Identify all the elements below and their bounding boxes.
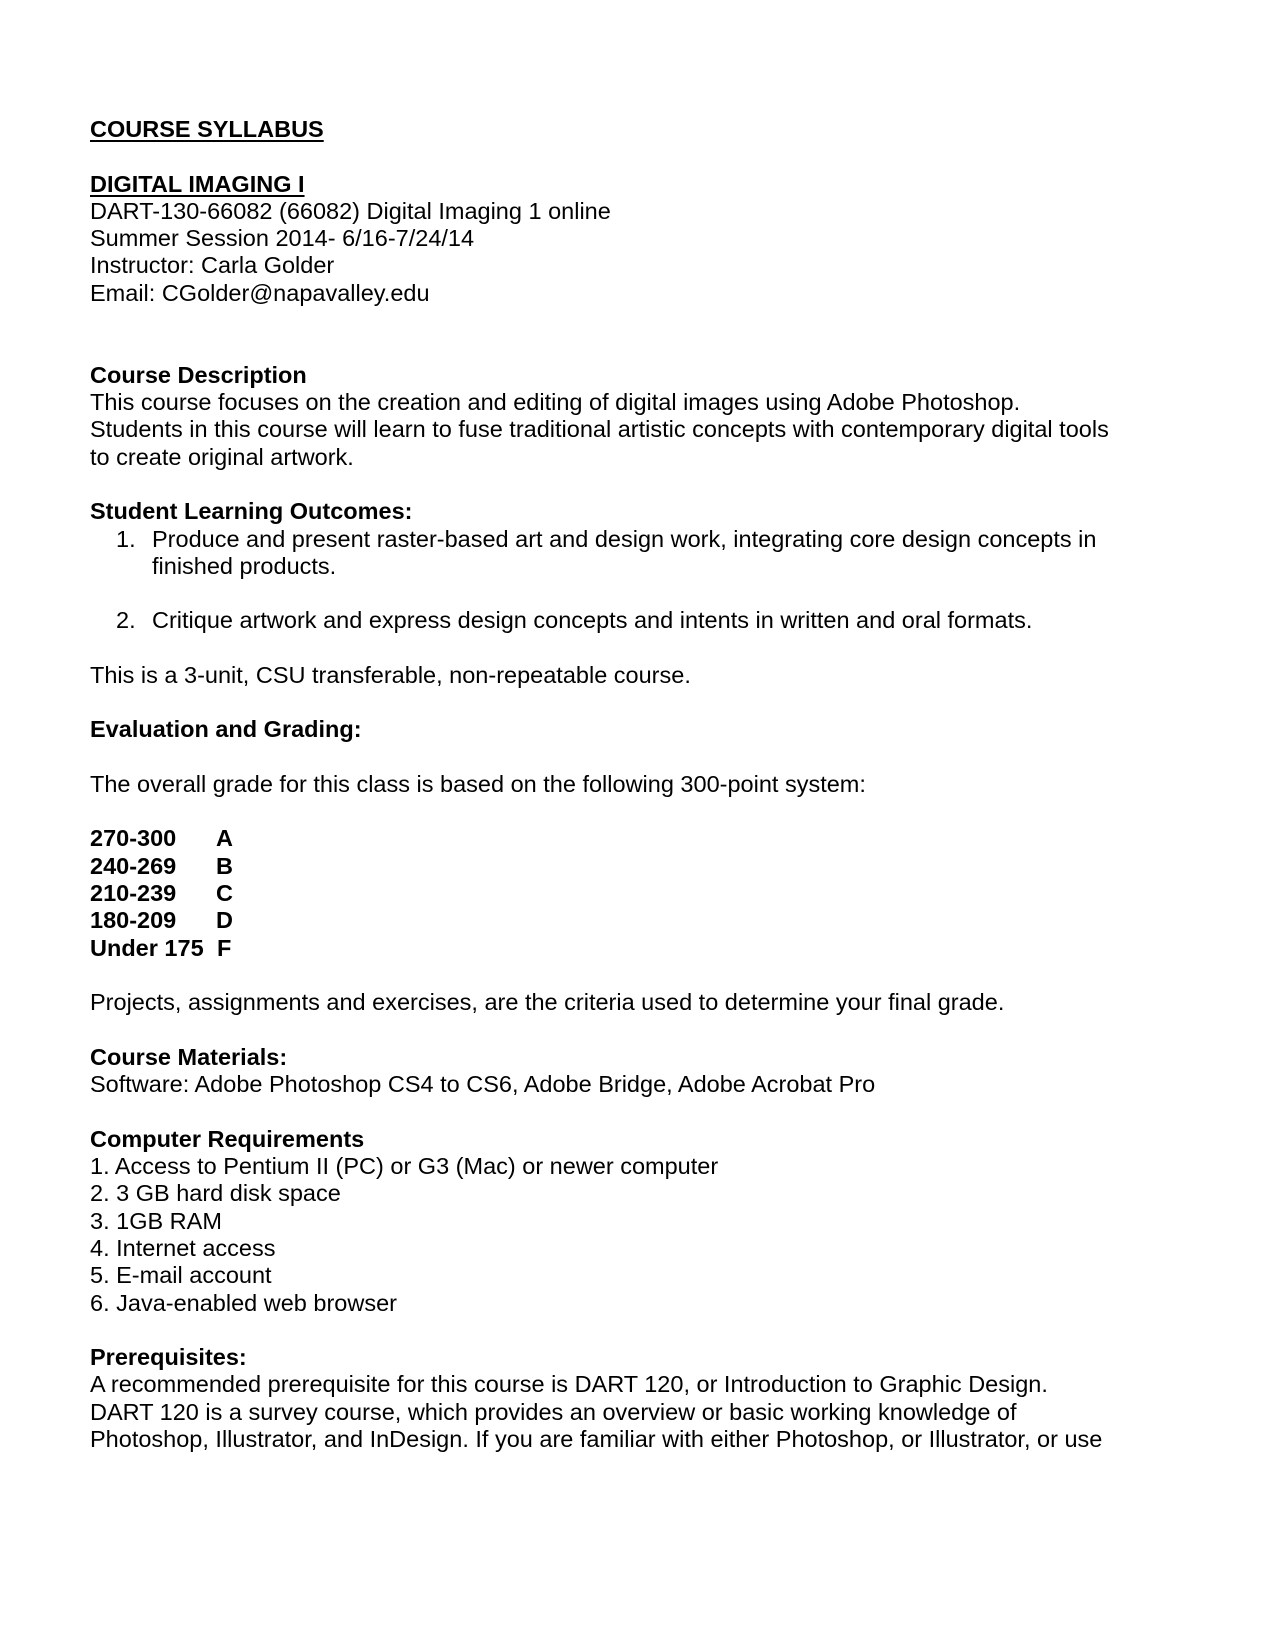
outcome-line: Critique artwork and express design concepts and intents in written and oral formats. bbox=[152, 607, 1033, 633]
prerequisites-line: A recommended prerequisite for this course is DART 120, or Introduction to Graphic Design. bbox=[90, 1371, 1048, 1397]
description-line: to create original artwork. bbox=[90, 444, 354, 470]
description-line: This course focuses on the creation and editing of digital images using Adobe Photoshop. bbox=[90, 389, 1021, 415]
materials-heading: Course Materials: bbox=[90, 1044, 288, 1070]
grading-heading: Evaluation and Grading: bbox=[90, 716, 362, 742]
session-dates: Summer Session 2014- 6/16-7/24/14 bbox=[90, 225, 475, 251]
course-code: DART-130-66082 (66082) Digital Imaging 1 online bbox=[90, 198, 611, 224]
grade-letter: C bbox=[216, 880, 233, 906]
outcome-number: 2. bbox=[116, 607, 136, 633]
grade-range: 180-209 bbox=[90, 907, 177, 933]
requirement-item: 2. 3 GB hard disk space bbox=[90, 1180, 341, 1206]
requirement-item: 6. Java-enabled web browser bbox=[90, 1290, 397, 1316]
outcome-line: finished products. bbox=[152, 553, 337, 579]
description-line: Students in this course will learn to fuse traditional artistic concepts with contemporary digital tools bbox=[90, 416, 1109, 442]
grade-letter: A bbox=[216, 825, 233, 851]
grade-range: 210-239 bbox=[90, 880, 177, 906]
outcomes-heading: Student Learning Outcomes: bbox=[90, 498, 413, 524]
course-title: DIGITAL IMAGING I bbox=[90, 171, 305, 197]
grade-range: Under 175 bbox=[90, 935, 204, 961]
materials-software: Software: Adobe Photoshop CS4 to CS6, Adobe Bridge, Adobe Acrobat Pro bbox=[90, 1071, 876, 1097]
outcome-line: Produce and present raster-based art and design work, integrating core design concepts in bbox=[152, 526, 1097, 552]
grade-letter: D bbox=[216, 907, 233, 933]
grading-intro: The overall grade for this class is based on the following 300-point system: bbox=[90, 771, 866, 797]
description-heading: Course Description bbox=[90, 362, 307, 388]
syllabus-title: COURSE SYLLABUS bbox=[90, 116, 324, 142]
requirement-item: 4. Internet access bbox=[90, 1235, 276, 1261]
grade-letter: F bbox=[217, 935, 232, 961]
grade-range: 270-300 bbox=[90, 825, 177, 851]
requirement-item: 1. Access to Pentium II (PC) or G3 (Mac) or newer computer bbox=[90, 1153, 719, 1179]
prerequisites-heading: Prerequisites: bbox=[90, 1344, 247, 1370]
prerequisites-line: Photoshop, Illustrator, and InDesign. If you are familiar with either Photoshop, or Illustrator, or use bbox=[90, 1426, 1103, 1452]
requirements-heading: Computer Requirements bbox=[90, 1126, 365, 1152]
grade-letter: B bbox=[216, 853, 233, 879]
prerequisites-line: DART 120 is a survey course, which provides an overview or basic working knowledge of bbox=[90, 1399, 1017, 1425]
grade-range: 240-269 bbox=[90, 853, 177, 879]
requirement-item: 5. E-mail account bbox=[90, 1262, 272, 1288]
unit-note: This is a 3-unit, CSU transferable, non-repeatable course. bbox=[90, 662, 691, 688]
requirement-item: 3. 1GB RAM bbox=[90, 1208, 222, 1234]
outcome-number: 1. bbox=[116, 526, 136, 552]
instructor-name: Instructor: Carla Golder bbox=[90, 252, 335, 278]
instructor-email: Email: CGolder@napavalley.edu bbox=[90, 280, 430, 306]
grading-criteria: Projects, assignments and exercises, are the criteria used to determine your final grade. bbox=[90, 989, 1005, 1015]
